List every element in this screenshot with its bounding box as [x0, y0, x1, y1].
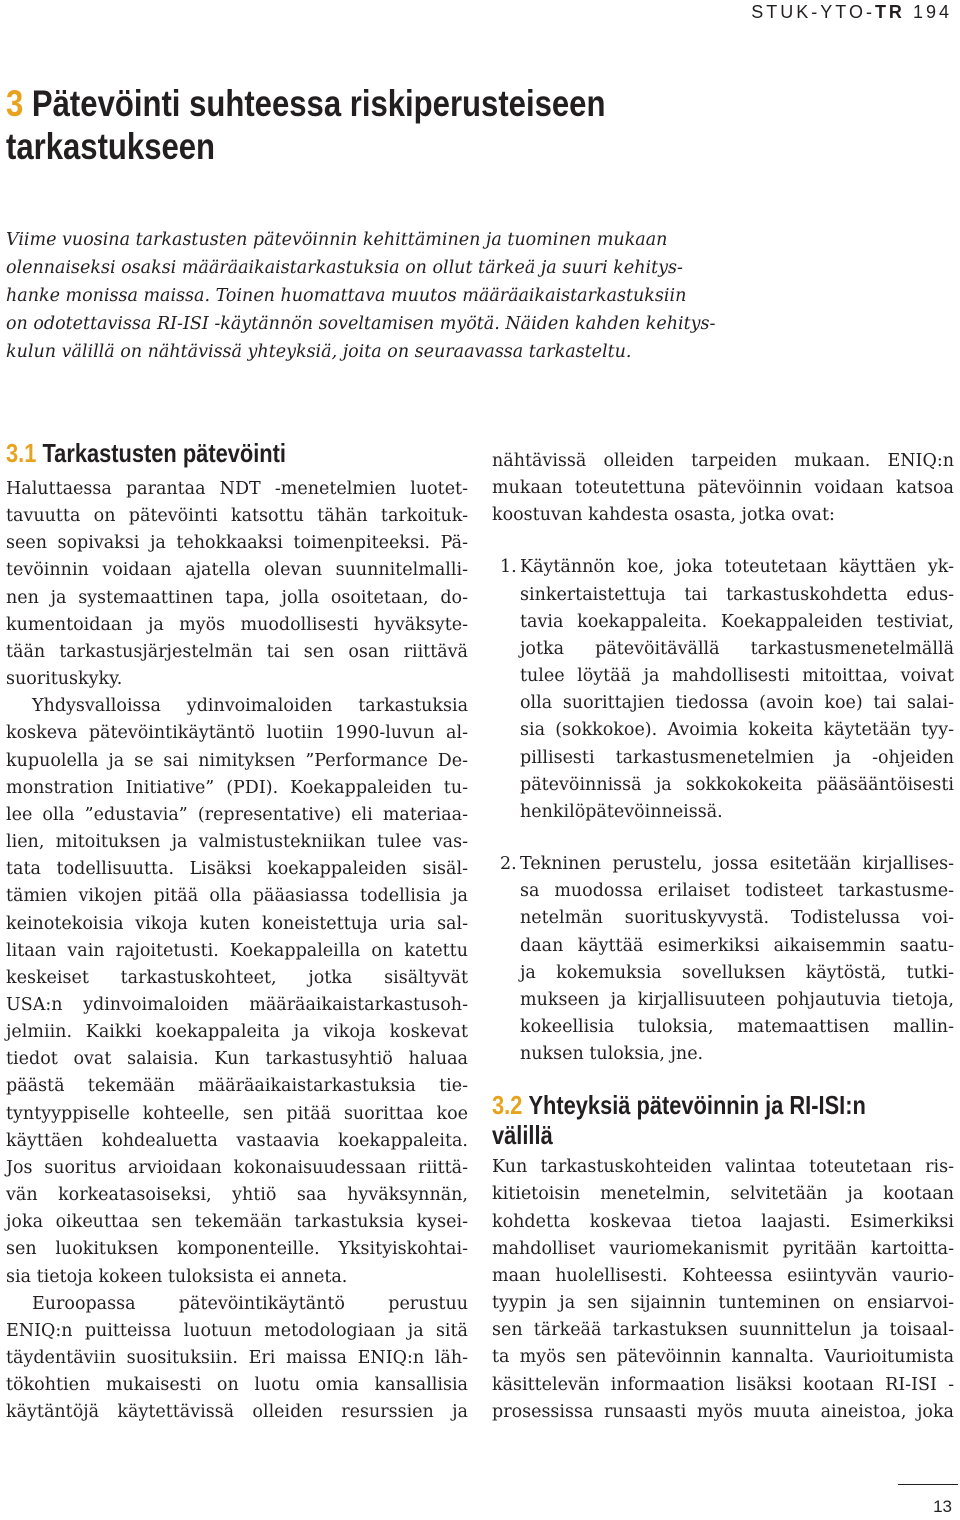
text-line: täydentäviin suosituksiin. Eri maissa ENIQ:n läh- [6, 1348, 468, 1368]
text-line: maan huolellisesti. Kohteessa esiintyvän vaurio- [492, 1265, 954, 1286]
section-3-2-number: 3.2 [492, 1090, 523, 1121]
text-line: päästä tekemään määräaikaistarkastuksia tie- [6, 1076, 468, 1097]
section-3-1-paragraph-2 [6, 693, 468, 1290]
text-line: tulee löytää ja mahdollisesti mitoittaa, voivat [520, 666, 954, 687]
series-part-2: YTO- [820, 2, 875, 22]
list-marker: 1. [500, 557, 517, 578]
text-line: keskeiset tarkastuskohteet, jotka sisältyvät [6, 967, 468, 988]
text-line: tavuutta on pätevöinti katsottu tähän tarkoituk- [6, 506, 468, 527]
text-line: sen luokituksen komponenteille. Yksityiskohtai- [6, 1239, 468, 1260]
right-column [492, 448, 954, 1426]
text-line: Euroopassa pätevöintikäytäntö perustuu [32, 1293, 468, 1314]
lead-line: olennaiseksi osaksi määräaikaistarkastuksia on ollut tärkeä ja suuri kehitys- [6, 258, 683, 278]
text-line: vän korkeatasoiseksi, yhtiö saa hyväksynnän, [6, 1185, 468, 1206]
chapter-number: 3 [6, 83, 24, 124]
text-line: mahdolliset vauriomekanismit pyritään kartoitta- [492, 1238, 954, 1259]
text-line: daan käyttää esimerkiksi aikaisemmin saatu- [520, 935, 954, 956]
section-3-1-title: Tarkastusten pätevöinti [42, 438, 286, 468]
section-3-1-paragraph-3 [6, 1291, 468, 1427]
text-line: Tekninen perustelu, jossa esitetään kirjallises- [520, 854, 954, 875]
text-line: prosessissa runsaasti myös muuta aineistoa, joka [492, 1401, 954, 1422]
text-line: Kun tarkastuskohteiden valintaa toteutetaan ris- [492, 1157, 954, 1178]
text-line: pillisesti tarkastusmenetelmien ja -ohjeiden [520, 747, 954, 768]
text-line: kumentoidaan ja myös muodollisesti hyväksyte- [6, 614, 468, 635]
text-line: käyttäen kohdealuetta vastaavia koekappaleita. [6, 1130, 468, 1151]
text-line: tään tarkastusjärjestelmän tai sen osan riittävä [6, 641, 468, 662]
text-line: kohdetta koskevaa tietoa laajasti. Esimerkiksi [492, 1211, 954, 1232]
numbered-list [492, 554, 954, 1068]
text-line: koskeva pätevöintikäytäntö luotiin 1990-luvun al- [6, 723, 468, 744]
left-column [6, 438, 468, 1426]
text-line: ENIQ:n puitteissa luotuun metodologiaan ja sitä [6, 1320, 468, 1341]
section-3-2-title-line-1: Yhteyksiä pätevöinnin ja RI-ISI:n [528, 1090, 866, 1121]
text-line: tavia koekappaleita. Koekappaleiden testiviat, [520, 611, 954, 632]
text-line: käsittelevän informaation lisäksi kootaan RI-ISI - [492, 1374, 954, 1395]
text-line: henkilöpätevöinneissä. [520, 801, 723, 822]
text-line: sinkertaistettuja tai tarkastuskohdetta edus- [520, 584, 954, 605]
text-line: sia (sokkokoe). Avoimia kokeita käytetään tyy- [520, 720, 954, 741]
text-line: suorituskyky. [6, 669, 123, 690]
text-line: USA:n ydinvoimaloiden määräaikaistarkastusoh- [6, 994, 468, 1015]
footer-rule [898, 1484, 958, 1485]
running-header [751, 2, 952, 23]
section-3-2-title-line-2: välillä [492, 1120, 553, 1151]
text-line: kitietoisin menetelmin, selvitetään ja kootaan [492, 1184, 954, 1205]
text-line: tiedot ovat salaisia. Kun tarkastusyhtiö haluaa [6, 1049, 468, 1070]
section-3-2-heading [492, 1090, 946, 1150]
text-line: käytäntöjä käytettävissä olleiden resurssien ja [6, 1402, 468, 1423]
list-item [492, 851, 954, 1068]
text-line: koostuvan kahdesta osasta, jotka ovat: [492, 505, 835, 526]
text-line: sen tärkeää tarkastuksen suunnittelun ja toisaal- [492, 1320, 954, 1341]
text-line: nen ja systemaattinen tapa, jolla osoitetaan, do- [6, 587, 468, 608]
text-line: olla suorittajien tiedossa (avoin koe) tai salai- [520, 693, 954, 714]
text-line: ja kokemuksia sovelluksen käytöstä, tutki- [520, 962, 954, 983]
series-number: 194 [912, 2, 952, 22]
text-line: sia tietoja kokeen tuloksista ei anneta. [6, 1266, 348, 1287]
text-line: lee olla ”edustavia” (representative) eli materiaa- [6, 804, 468, 825]
text-line: joka oikeuttaa sen tekemään tarkastuksia kysei- [6, 1212, 468, 1233]
section-3-1-heading [6, 438, 460, 468]
text-line: litaan vain rajoitetusti. Koekappaleilla on katettu [6, 940, 468, 961]
text-line: tata todellisuutta. Lisäksi koekappaleiden sisäl- [6, 859, 468, 880]
text-line: mukaan toteutettuna pätevöinnin voidaan katsoa [492, 478, 954, 499]
text-line: tyntyyppiselle kohteelle, sen pitää suorittaa koe [6, 1103, 468, 1124]
text-line: tyypin ja sen sijainnin tunteminen on ensiarvoi- [492, 1293, 954, 1314]
text-line: Yhdysvalloissa ydinvoimaloiden tarkastuksia [32, 696, 468, 717]
text-line: keinotekoisia vikoja kuten koneistettuja uria sal- [6, 913, 468, 934]
list-marker: 2. [500, 854, 517, 875]
section-3-1-number: 3.1 [6, 438, 37, 468]
lead-line: Viime vuosina tarkastusten pätevöinnin kehittäminen ja tuominen mukaan [6, 230, 668, 250]
text-line: jelmiin. Kaikki koekappaleita ja vikoja koskevat [6, 1022, 468, 1043]
lead-line: on odotettavissa RI-ISI -käytännön soveltamisen myötä. Näiden kahden kehitys- [6, 314, 716, 334]
section-3-1-paragraph-1 [6, 476, 468, 693]
text-line: Haluttaessa parantaa NDT -menetelmien luotet- [6, 479, 468, 499]
text-line: nähtävissä olleiden tarpeiden mukaan. ENIQ:n [492, 451, 954, 471]
text-line: jotka pätevöitävällä tarkastusmenetelmällä [520, 638, 954, 659]
text-line: pätevöinnissä ja sokkokokeita pääsääntöisesti [520, 774, 954, 795]
text-line: nuksen tuloksia, jne. [520, 1044, 704, 1065]
page-number: 13 [933, 1497, 952, 1516]
lead-paragraph [6, 226, 736, 366]
text-line: lien, mitoituksen ja valmistustekniikan tulee vas- [6, 832, 468, 853]
text-line: mukseen ja kirjallisuuteen pohjautuvia tietoja, [520, 989, 954, 1010]
text-line: seen sopivaksi ja tehokkaaksi toimenpiteeksi. Pä- [6, 533, 468, 554]
text-line: Jos suoritus arvioidaan kokonaisuudessaan riittä- [6, 1157, 468, 1178]
series-part-3: TR [874, 2, 905, 22]
text-line: sa muodossa erilaiset todisteet tarkastusme- [520, 881, 954, 902]
text-line: kupuolella ja se sai nimityksen ”Performance De- [6, 750, 468, 771]
text-line: netelmän suorituskyvystä. Todistelussa voi- [520, 908, 954, 929]
chapter-title-line-1: Pätevöinti suhteessa riskiperusteiseen [31, 83, 606, 124]
chapter-title-line-2: tarkastukseen [6, 126, 216, 167]
section-3-2-paragraph [492, 1154, 954, 1426]
lead-line: hanke monissa maissa. Toinen huomattava muutos määräaikaistarkastuksiin [6, 286, 687, 306]
text-line: ta myös sen pätevöinnin kannalta. Vaurioitumista [492, 1347, 954, 1368]
right-intro-paragraph [492, 448, 954, 529]
chapter-title [6, 82, 762, 168]
text-line: Käytännön koe, joka toteutetaan käyttäen yk- [520, 557, 954, 578]
text-line: tämien vikojen pitää olla pääasiassa todellisia ja [6, 886, 468, 907]
list-item [492, 554, 954, 826]
series-part-1: STUK- [751, 2, 821, 22]
text-line: tökohtien mukaisesti on luotu omia kansallisia [6, 1375, 468, 1396]
text-line: kokeellisia tuloksia, matemaattisen mallin- [520, 1016, 954, 1037]
text-line: tevöinnin voidaan ajatella olevan suunnitelmalli- [6, 560, 468, 581]
text-line: monstration Initiative” (PDI). Koekappaleiden tu- [6, 777, 468, 798]
lead-line: kulun välillä on nähtävissä yhteyksiä, joita on seuraavassa tarkasteltu. [6, 342, 632, 362]
